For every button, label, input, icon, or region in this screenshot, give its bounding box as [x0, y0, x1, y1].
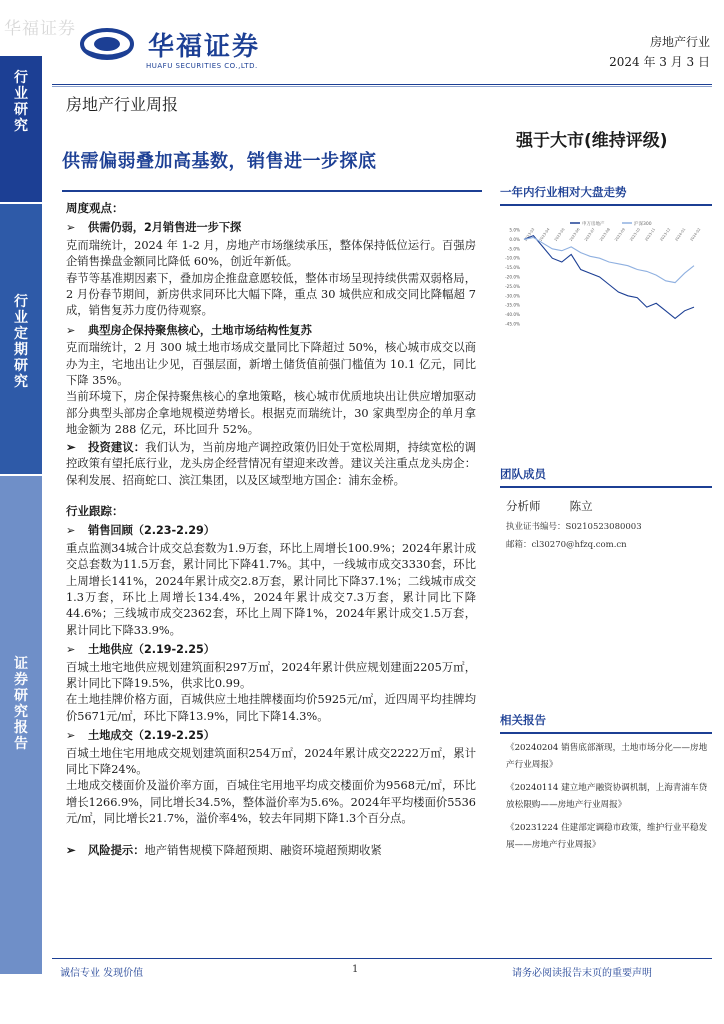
report-title: 供需偏弱叠加高基数，销售进一步探底	[62, 151, 377, 172]
x-tick-label: 2023-10	[629, 227, 642, 242]
series-line	[524, 236, 694, 319]
x-tick-label: 2023-09	[614, 227, 626, 242]
related-report-item[interactable]: 《20240114 建立地产融资协调机制，上海青浦车贷放松限购——房地产行业周报》	[506, 783, 708, 810]
paragraph: 在土地挂牌价格方面，百城供应土地挂牌楼面均价5925元/㎡，近四周平均挂牌均价5671元/㎡，环比下降13.9%，同比下降14.3%。	[66, 693, 476, 723]
header-industry: 房地产行业	[649, 35, 710, 49]
investment-text: 我们认为，当前房地产调控政策仍旧处于宽松周期，持续宽松的调控政策有望托底行业，龙头房企经营情况有望迎来改善。建议关注重点龙头房企：保利发展、招商蛇口、滨江集团，以及区域型地方国企：浦东金桥。	[66, 440, 476, 487]
x-tick-label: 2023-05	[553, 227, 566, 242]
arrow-icon: ➢	[66, 643, 76, 657]
x-tick-label: 2023-07	[583, 227, 596, 242]
team-section	[500, 466, 712, 550]
sidebar-label-1: 行业研究	[14, 70, 28, 134]
weekly-view-heading: 周度观点：	[66, 201, 124, 215]
header-rule	[52, 84, 712, 85]
sidebar-segment-2	[0, 204, 42, 474]
related-reports	[500, 712, 712, 854]
bullet-land-supply	[66, 642, 476, 658]
legend-label: 申万房地产	[582, 222, 605, 227]
bullet-land-market	[66, 323, 476, 339]
y-tick-label: 0.0%	[509, 236, 520, 242]
y-tick-label: 5.0%	[509, 227, 520, 233]
y-tick-label: -35.0%	[505, 302, 520, 308]
risk-text: 地产销售规模下降超预期、融资环境超预期收紧	[144, 843, 382, 857]
bullet-title: 销售回顾（2.23-2.29）	[88, 524, 215, 538]
report-subtitle: 房地产行业周报	[66, 95, 179, 114]
header-rule-thin	[52, 86, 712, 87]
footer-disclaimer: 请务必阅读报告末页的重要声明	[512, 968, 652, 979]
arrow-icon: ➢	[66, 439, 76, 454]
bullet-title: 土地成交（2.19-2.25）	[88, 729, 215, 743]
logo-icon	[80, 28, 134, 60]
risk-label: 风险提示：	[88, 843, 145, 857]
analyst-email: 邮箱：cl30270@hfzq.com.cn	[506, 540, 627, 550]
industry-tracking-heading: 行业跟踪：	[66, 503, 124, 518]
analyst-label: 分析师	[506, 499, 541, 513]
risk-warning	[66, 842, 476, 859]
analyst-name: 陈立	[569, 499, 593, 513]
sidebar-segment-1	[0, 56, 42, 202]
y-tick-label: -5.0%	[507, 246, 520, 252]
sidebar-segment-3	[0, 476, 42, 974]
y-tick-label: -25.0%	[505, 283, 520, 289]
series-line	[524, 238, 694, 283]
legend-label: 沪深300	[634, 222, 652, 227]
x-tick-label: 2024-01	[674, 227, 687, 242]
footer-rule	[52, 958, 712, 959]
trend-chart	[500, 218, 700, 330]
bullet-title: 土地供应（2.19-2.25）	[88, 643, 215, 657]
analyst-row	[500, 498, 712, 514]
x-tick-label: 2023-08	[598, 227, 611, 242]
bullet-sales-review	[66, 523, 476, 539]
paragraph: 当前环境下，房企保持聚焦核心的拿地策略，核心城市优质地块出让供应增加驱动部分典型头部房企拿地规模逆势增长。根据克而瑞统计，30 家典型房企的单月拿地金额为 288 亿元，环比回升 52%。	[66, 390, 476, 437]
arrow-icon: ➢	[66, 729, 76, 743]
page-number: 1	[352, 964, 359, 975]
bullet-land-deals	[66, 728, 476, 744]
sidebar-label-3: 证券研究报告	[14, 656, 28, 752]
brand-en: HUAFU SECURITIES CO.,LTD.	[146, 62, 258, 70]
chart-section	[500, 184, 712, 206]
bullet-title: 供需仍弱，2月销售进一步下探	[88, 221, 242, 235]
x-tick-label: 2023-04	[538, 227, 551, 242]
bullet-title: 典型房企保持聚焦核心，土地市场结构性复苏	[88, 323, 312, 337]
page-header	[70, 18, 710, 78]
y-tick-label: -30.0%	[505, 293, 520, 299]
x-tick-label: 2023-12	[659, 227, 672, 242]
license-number: 执业证书编号：S0210523080003	[506, 522, 642, 532]
sidebar-label-2: 行业定期研究	[14, 294, 28, 390]
paragraph: 百城土地宅地供应规划建筑面积297万㎡，2024年累计供应规划建面2205万㎡，累计同比下降19.5%，供求比0.99。	[66, 660, 476, 690]
header-meta	[609, 32, 710, 72]
paragraph: 克而瑞统计，2 月 300 城土地市场成交量同比下降超过 50%，核心城市成交以商办为主，宅地出让少见，百强层面，新增土储货值前强门槛值为 10.1 亿元，同比下降 35%。	[66, 341, 476, 388]
investment-advice	[66, 439, 476, 489]
investment-label: 投资建议：	[88, 440, 146, 454]
paragraph: 重点监测34城合计成交总套数为1.9万套，环比上周增长100.9%；2024年累计成交总套数为11.5万套，累计同比下降41.7%。其中，一线城市成交3330套，环比上周增长141%，2024年累计成交2.8万套，累计同比下降37.1%；二线城市成交1.3万套，环比上周增长134.4%，2024年累计成交7.3万套，累计同比下降44.6%；三线城市成交2362套，环比上周下降1%，2024年累计成交1.5万套，累计同比下降33.9%。	[66, 541, 476, 637]
x-tick-label: 2023-11	[644, 227, 657, 242]
related-heading: 相关报告	[500, 712, 712, 734]
brand-logo	[80, 22, 340, 82]
rating: 强于大市(维持评级)	[516, 131, 668, 151]
left-sidebar	[0, 56, 42, 974]
arrow-icon: ➢	[66, 524, 76, 538]
chart-heading: 一年内行业相对大盘走势	[500, 184, 712, 206]
arrow-icon: ➢	[66, 221, 76, 235]
related-report-item[interactable]: 《20231224 住建部定调稳市政策，维护行业平稳发展——房地产行业周报》	[506, 823, 708, 850]
team-heading: 团队成员	[500, 466, 712, 488]
related-report-item[interactable]: 《20240204 销售底部渐现，土地市场分化——房地产行业周报》	[506, 743, 708, 770]
header-date: 2024 年 3 月 3 日	[609, 55, 710, 69]
footer-slogan: 诚信专业 发现价值	[60, 968, 144, 979]
bullet-supply-demand	[66, 220, 476, 236]
arrow-icon: ➢	[66, 842, 76, 857]
y-tick-label: -10.0%	[505, 255, 520, 261]
arrow-icon: ➢	[66, 323, 76, 337]
y-tick-label: -40.0%	[505, 312, 520, 318]
title-rule	[62, 190, 482, 192]
paragraph: 土地成交楼面价及溢价率方面，百城住宅用地平均成交楼面价为9568元/㎡，环比增长1266.9%，同比增长34.5%，整体溢价率为5.6%。2024年平均楼面价5536元/㎡，同比增长21.7%，溢价率4%，较去年同期下降1.3个百分点。	[66, 779, 476, 826]
x-tick-label: 2023-03	[523, 227, 536, 242]
paragraph: 百城土地住宅用地成交规划建筑面积254万㎡，2024年累计成交2222万㎡，累计同比下降24%。	[66, 746, 476, 776]
paragraph: 春节等基准期因素下，叠加房企推盘意愿较低，整体市场呈现持续供需双弱格局，2 月份春节期间，新房供求同环比大幅下降，重点 30 城供应和成交同比降幅超 7 成，销售复苏力度仍待观察。	[66, 271, 476, 318]
y-tick-label: -45.0%	[505, 321, 520, 327]
x-tick-label: 2024-02	[689, 227, 702, 242]
x-tick-label: 2023-06	[568, 227, 581, 242]
y-tick-label: -20.0%	[505, 274, 520, 280]
main-body	[66, 200, 476, 859]
watermark: 华福证券	[4, 19, 76, 39]
y-tick-label: -15.0%	[505, 265, 520, 271]
paragraph: 克而瑞统计，2024 年 1-2 月，房地产市场继续承压，整体保持低位运行。百强房企销售操盘金额同比降低 60%，创近年新低。	[66, 238, 476, 269]
brand-name: 华福证券	[148, 32, 261, 62]
